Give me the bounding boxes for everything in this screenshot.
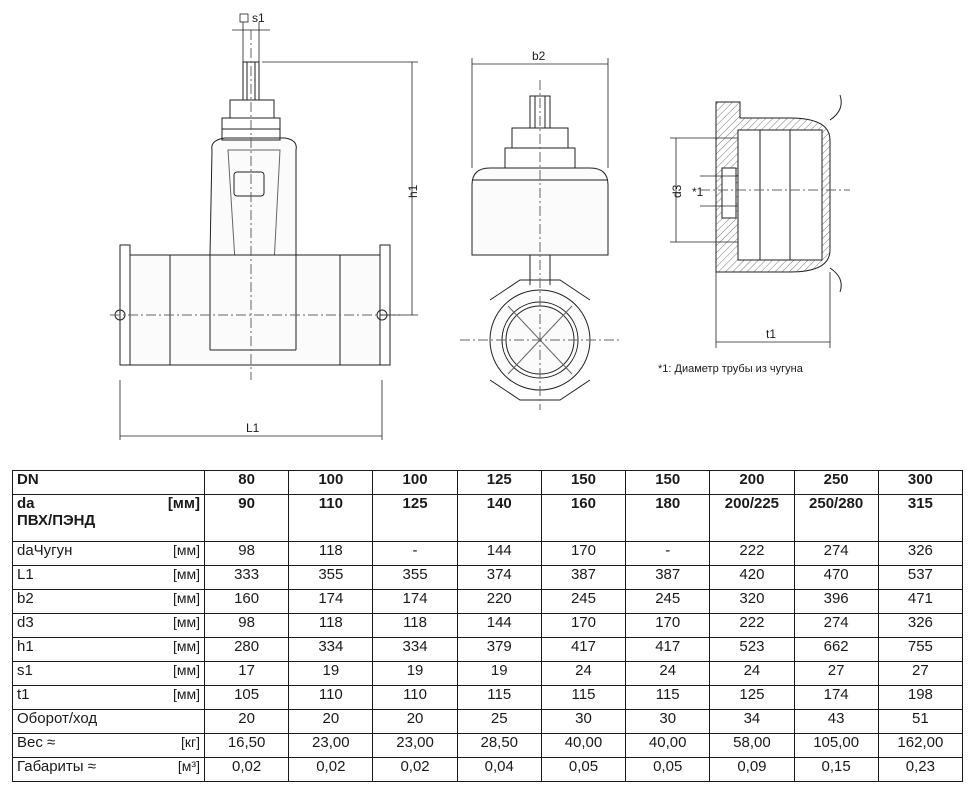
value-cell: 118 [289, 614, 373, 638]
dn-cell: 300 [878, 471, 962, 495]
table-row [13, 662, 963, 686]
row-label-cell [13, 566, 205, 590]
dim-t1: t1 [766, 327, 777, 341]
da-cell: 315 [878, 495, 962, 542]
row-label: Вес ≈ [17, 734, 56, 751]
value-cell: 162,00 [878, 734, 962, 758]
value-cell: 125 [710, 686, 794, 710]
table-header-row [13, 471, 963, 495]
value-cell: 0,09 [710, 758, 794, 782]
value-cell: 320 [710, 590, 794, 614]
dn-cell: 100 [289, 471, 373, 495]
da-cell: 160 [541, 495, 625, 542]
value-cell: 105,00 [794, 734, 878, 758]
value-cell: 326 [878, 542, 962, 566]
value-cell: 23,00 [289, 734, 373, 758]
value-cell: 222 [710, 542, 794, 566]
value-cell: 471 [878, 590, 962, 614]
dim-h1: h1 [406, 184, 420, 198]
value-cell: 245 [541, 590, 625, 614]
row-label: d3 [17, 614, 34, 631]
value-cell: 0,05 [626, 758, 710, 782]
row-label: L1 [17, 566, 34, 583]
value-cell: 24 [626, 662, 710, 686]
value-cell: 43 [794, 710, 878, 734]
row-label-cell [13, 542, 205, 566]
table-row [13, 686, 963, 710]
value-cell: 396 [794, 590, 878, 614]
row-label-cell [13, 734, 205, 758]
value-cell: 17 [205, 662, 289, 686]
table-row [13, 758, 963, 782]
da-unit: [мм] [167, 495, 200, 512]
row-unit: [мм] [172, 542, 200, 558]
value-cell: 20 [289, 710, 373, 734]
row-label-cell [13, 662, 205, 686]
value-cell: 0,02 [205, 758, 289, 782]
dim-s1: s1 [252, 11, 265, 25]
value-cell: 30 [626, 710, 710, 734]
dn-cell: 250 [794, 471, 878, 495]
row-label: t1 [17, 686, 30, 703]
row-label: s1 [17, 662, 33, 679]
dn-cell: 125 [457, 471, 541, 495]
da-label: da [17, 495, 35, 512]
value-cell: 174 [289, 590, 373, 614]
value-cell: 98 [205, 542, 289, 566]
table-row-da [13, 495, 963, 542]
value-cell: 333 [205, 566, 289, 590]
value-cell: 28,50 [457, 734, 541, 758]
value-cell: 144 [457, 614, 541, 638]
value-cell: 40,00 [626, 734, 710, 758]
dim-b2: b2 [532, 49, 546, 63]
value-cell: 24 [710, 662, 794, 686]
value-cell: 160 [205, 590, 289, 614]
value-cell: 118 [373, 614, 457, 638]
row-unit: [м³] [177, 758, 200, 774]
value-cell: 25 [457, 710, 541, 734]
dimensions-table [12, 470, 963, 782]
row-unit: [мм] [172, 662, 200, 678]
value-cell: 115 [626, 686, 710, 710]
value-cell: 23,00 [373, 734, 457, 758]
value-cell: 355 [289, 566, 373, 590]
value-cell: 115 [541, 686, 625, 710]
da-label2: ПВХ/ПЭНД [17, 512, 96, 529]
value-cell: 420 [710, 566, 794, 590]
row-label-cell [13, 614, 205, 638]
value-cell: 0,15 [794, 758, 878, 782]
da-cell: 250/280 [794, 495, 878, 542]
table-row [13, 566, 963, 590]
value-cell: 170 [541, 542, 625, 566]
row-label: b2 [17, 590, 34, 607]
dim-L1: L1 [246, 421, 260, 435]
table-row [13, 590, 963, 614]
dn-cell: 80 [205, 471, 289, 495]
value-cell: 662 [794, 638, 878, 662]
row-label: daЧугун [17, 542, 73, 559]
dn-cell: 100 [373, 471, 457, 495]
value-cell: - [373, 542, 457, 566]
value-cell: 274 [794, 542, 878, 566]
dim-d3: d3 [670, 184, 684, 198]
value-cell: 326 [878, 614, 962, 638]
row-label-cell [13, 638, 205, 662]
value-cell: 417 [626, 638, 710, 662]
value-cell: 374 [457, 566, 541, 590]
value-cell: 51 [878, 710, 962, 734]
row-label: Габариты ≈ [17, 758, 96, 775]
row-unit: [мм] [172, 590, 200, 606]
row-label-cell [13, 758, 205, 782]
value-cell: 537 [878, 566, 962, 590]
dn-cell: 150 [541, 471, 625, 495]
value-cell: 19 [457, 662, 541, 686]
row-unit: [кг] [180, 734, 200, 750]
value-cell: 198 [878, 686, 962, 710]
header-label: DN [13, 471, 205, 495]
value-cell: 355 [373, 566, 457, 590]
row-unit: [мм] [172, 614, 200, 630]
value-cell: 222 [710, 614, 794, 638]
row-unit: [мм] [172, 686, 200, 702]
da-label-cell [13, 495, 205, 542]
da-cell: 90 [205, 495, 289, 542]
table-row [13, 614, 963, 638]
value-cell: 245 [626, 590, 710, 614]
value-cell: 19 [289, 662, 373, 686]
value-cell: 0,23 [878, 758, 962, 782]
value-cell: 144 [457, 542, 541, 566]
value-cell: 334 [373, 638, 457, 662]
value-cell: 105 [205, 686, 289, 710]
value-cell: 0,02 [373, 758, 457, 782]
table-row [13, 734, 963, 758]
row-unit: [мм] [172, 638, 200, 654]
dim-star1: *1 [692, 185, 704, 199]
value-cell: 20 [373, 710, 457, 734]
value-cell: 16,50 [205, 734, 289, 758]
row-label: Оборот/ход [17, 710, 98, 727]
value-cell: 170 [541, 614, 625, 638]
row-unit: [мм] [172, 566, 200, 582]
value-cell: 755 [878, 638, 962, 662]
value-cell: 40,00 [541, 734, 625, 758]
value-cell: 0,04 [457, 758, 541, 782]
value-cell: 0,05 [541, 758, 625, 782]
value-cell: 27 [794, 662, 878, 686]
value-cell: 334 [289, 638, 373, 662]
value-cell: 24 [541, 662, 625, 686]
footnote: *1: Диаметр трубы из чугуна [658, 363, 803, 375]
value-cell: 174 [794, 686, 878, 710]
value-cell: 30 [541, 710, 625, 734]
dn-cell: 150 [626, 471, 710, 495]
value-cell: 110 [289, 686, 373, 710]
value-cell: 0,02 [289, 758, 373, 782]
value-cell: 280 [205, 638, 289, 662]
value-cell: 110 [373, 686, 457, 710]
value-cell: 170 [626, 614, 710, 638]
table-row [13, 638, 963, 662]
da-cell: 180 [626, 495, 710, 542]
da-cell: 125 [373, 495, 457, 542]
value-cell: 470 [794, 566, 878, 590]
front-view [110, 30, 400, 380]
value-cell: 27 [878, 662, 962, 686]
da-cell: 110 [289, 495, 373, 542]
side-view [460, 80, 620, 410]
value-cell: 98 [205, 614, 289, 638]
section-view [700, 95, 850, 292]
row-label: h1 [17, 638, 34, 655]
value-cell: 174 [373, 590, 457, 614]
row-label-cell [13, 710, 205, 734]
value-cell: 20 [205, 710, 289, 734]
table-row [13, 542, 963, 566]
dn-cell: 200 [710, 471, 794, 495]
da-cell: 140 [457, 495, 541, 542]
table-row [13, 710, 963, 734]
value-cell: 118 [289, 542, 373, 566]
value-cell: 523 [710, 638, 794, 662]
row-label-cell [13, 590, 205, 614]
value-cell: 379 [457, 638, 541, 662]
value-cell: 387 [541, 566, 625, 590]
value-cell: 115 [457, 686, 541, 710]
value-cell: 274 [794, 614, 878, 638]
value-cell: 58,00 [710, 734, 794, 758]
row-label-cell [13, 686, 205, 710]
value-cell: 220 [457, 590, 541, 614]
value-cell: 19 [373, 662, 457, 686]
value-cell: 417 [541, 638, 625, 662]
value-cell: - [626, 542, 710, 566]
da-cell: 200/225 [710, 495, 794, 542]
value-cell: 34 [710, 710, 794, 734]
value-cell: 387 [626, 566, 710, 590]
